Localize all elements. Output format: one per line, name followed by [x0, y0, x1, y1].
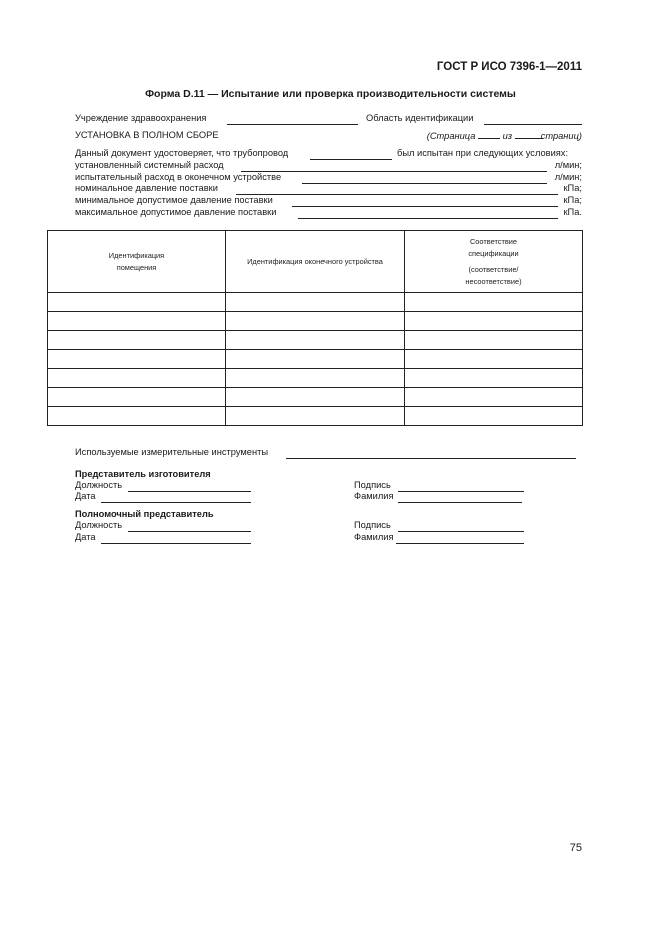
table-cell[interactable]: [48, 388, 226, 407]
condition-unit: л/мин;: [554, 160, 582, 170]
page-count-middle: из: [502, 131, 513, 141]
table-cell[interactable]: [48, 312, 226, 331]
manufacturer-heading: Представитель изготовителя: [75, 469, 211, 479]
table-row: [48, 293, 583, 312]
table-cell[interactable]: [48, 331, 226, 350]
table-row: [48, 331, 583, 350]
condition-label: номинальное давление поставки: [75, 183, 218, 193]
instruments-label: Используемые измерительные инструменты: [75, 447, 269, 457]
table-row: [48, 388, 583, 407]
page-count-prefix: (Страница: [426, 131, 476, 141]
identification-area-label: Область идентификации: [366, 113, 474, 123]
header-text: спецификации: [468, 248, 519, 258]
table-cell[interactable]: [48, 407, 226, 426]
manufacturer-date-label: Дата: [75, 491, 96, 501]
table-cell[interactable]: [405, 350, 583, 369]
certification-prefix: Данный документ удостоверяет, что трубопровод: [75, 148, 289, 158]
header-text: Идентификация оконечного устройства: [247, 256, 383, 266]
table-cell[interactable]: [226, 331, 405, 350]
certification-suffix: был испытан при следующих условиях:: [397, 148, 569, 158]
condition-label: испытательный расход в оконечном устройстве: [75, 172, 282, 182]
column-header-room: [48, 231, 226, 293]
condition-label: максимальное допустимое давление поставки: [75, 207, 277, 217]
authorized-surname-field[interactable]: [396, 543, 524, 544]
table-row: [48, 369, 583, 388]
page-count-line: [427, 130, 582, 141]
condition-field[interactable]: [292, 206, 558, 207]
condition-unit: кПа;: [563, 183, 582, 193]
pipeline-field[interactable]: [310, 159, 392, 160]
standard-number: ГОСТ Р ИСО 7396-1—2011: [436, 61, 582, 73]
authorized-signature-field[interactable]: [398, 531, 524, 532]
table-cell[interactable]: [226, 407, 405, 426]
condition-field[interactable]: [241, 171, 547, 172]
table-row: [48, 350, 583, 369]
manufacturer-surname-label: Фамилия: [354, 491, 394, 501]
table-cell[interactable]: [405, 293, 583, 312]
condition-unit: кПа;: [563, 195, 582, 205]
condition-label: минимальное допустимое давление поставки: [75, 195, 273, 205]
page-count-field[interactable]: [478, 130, 500, 139]
manufacturer-signature-field[interactable]: [398, 491, 524, 492]
condition-label: установленный системный расход: [75, 160, 224, 170]
authorized-position-field[interactable]: [128, 531, 251, 532]
condition-field[interactable]: [236, 194, 558, 195]
manufacturer-position-field[interactable]: [128, 491, 251, 492]
page-total-field[interactable]: [515, 130, 543, 139]
manufacturer-position-label: Должность: [75, 480, 123, 490]
table-cell[interactable]: [226, 312, 405, 331]
manufacturer-date-field[interactable]: [101, 502, 251, 503]
results-table: [47, 230, 583, 426]
manufacturer-surname-field[interactable]: [398, 502, 522, 503]
header-text: Идентификация: [108, 250, 165, 260]
authorized-position-label: Должность: [75, 520, 123, 530]
authorized-heading: Полномочный представитель: [75, 509, 214, 519]
institution-label: Учреждение здравоохранения: [75, 113, 207, 123]
authorized-date-field[interactable]: [101, 543, 251, 544]
table-cell[interactable]: [48, 350, 226, 369]
authorized-signature-label: Подпись: [354, 520, 391, 530]
institution-field[interactable]: [227, 124, 358, 125]
condition-unit: кПа.: [563, 207, 582, 217]
table-cell[interactable]: [48, 369, 226, 388]
table-row: [48, 407, 583, 426]
table-cell[interactable]: [405, 369, 583, 388]
condition-unit: л/мин;: [554, 172, 582, 182]
identification-area-field[interactable]: [484, 124, 582, 125]
table-cell[interactable]: [405, 331, 583, 350]
table-cell[interactable]: [405, 388, 583, 407]
column-header-compliance: [405, 231, 583, 293]
condition-field[interactable]: [298, 218, 558, 219]
table-cell[interactable]: [405, 312, 583, 331]
table-header-row: [48, 231, 583, 293]
table-cell[interactable]: [405, 407, 583, 426]
table-row: [48, 312, 583, 331]
manufacturer-signature-label: Подпись: [354, 480, 391, 490]
header-text: несоответствие): [465, 276, 522, 286]
table-cell[interactable]: [48, 293, 226, 312]
table-cell[interactable]: [226, 350, 405, 369]
page-number: 75: [569, 842, 582, 854]
table-cell[interactable]: [226, 369, 405, 388]
page-count-suffix: страниц): [540, 131, 582, 141]
form-title: Форма D.11 — Испытание или проверка производительности системы: [145, 88, 516, 100]
instruments-field[interactable]: [286, 458, 576, 459]
installation-label: УСТАНОВКА В ПОЛНОМ СБОРЕ: [75, 130, 219, 140]
header-text: помещения: [116, 262, 157, 272]
authorized-surname-label: Фамилия: [354, 532, 394, 542]
condition-field[interactable]: [302, 183, 547, 184]
column-header-terminal-unit: [226, 231, 405, 293]
authorized-date-label: Дата: [75, 532, 96, 542]
header-text: (соответствие/: [468, 264, 519, 274]
table-cell[interactable]: [226, 388, 405, 407]
table-cell[interactable]: [226, 293, 405, 312]
header-text: Соответствие: [469, 236, 518, 246]
